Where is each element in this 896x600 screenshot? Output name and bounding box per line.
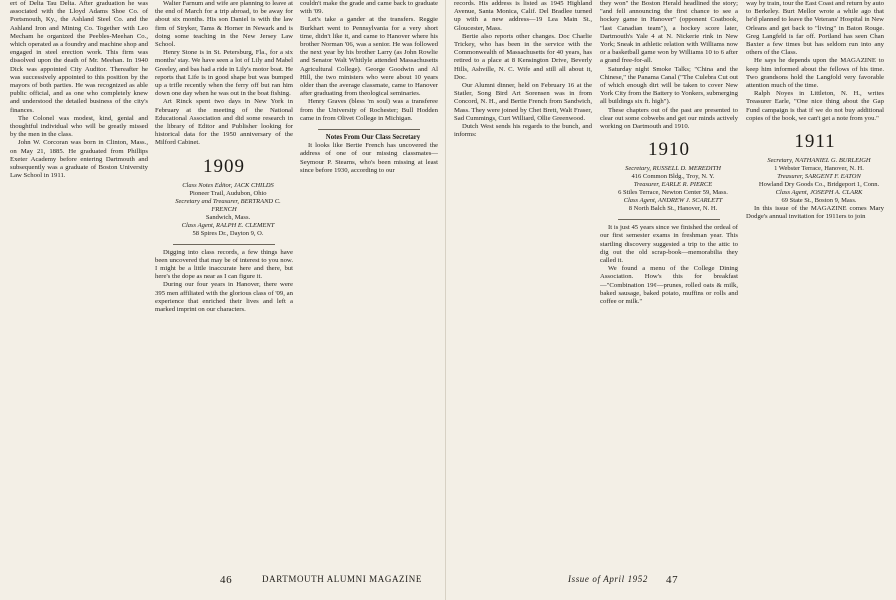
right-column-2 xyxy=(600,0,738,570)
paragraph: Art Rinck spent two days in New York in February at the meeting of the National Educational Association and did some research in the library of Editor and Publisher looking for historical data for the 1950 anniversary of the Milford Cabinet. xyxy=(155,98,293,147)
right-page xyxy=(448,0,896,600)
class-officer-line: Sandwich, Mass. xyxy=(205,213,251,221)
class-officer-line: Secretary, RUSSELL D. MEREDITH xyxy=(625,165,721,173)
paragraph: He says he depends upon the MAGAZINE to keep him informed about the fellows of his time. Two grandsons hold the Langfold very favorable attention much of the time. xyxy=(746,57,884,90)
class-officer-line: Howland Dry Goods Co., Bridgeport 1, Conn. xyxy=(758,181,880,189)
class-officer-line: 416 Common Bldg., Troy, N. Y. xyxy=(631,173,715,181)
class-officer-line: Class Agent, RALPH E. CLEMENT xyxy=(181,221,275,229)
paragraph: Henry Graves (bless 'm soul) was a transferee from the University of Rochester; Bull Hodden came in from Olivet College in Michigan. xyxy=(300,98,438,122)
issue-date: Issue of April 1952 xyxy=(568,574,648,584)
paragraph: We found a menu of the College Dining Association. How's this for breakfast—"Combination 19¢—prunes, rolled oats & milk, baked sausage, baked potato, muffins or rolls and coffee or milk." xyxy=(600,265,738,306)
right-column-3 xyxy=(746,0,884,570)
class-year-heading: 1909 xyxy=(203,155,245,177)
paragraph: couldn't make the grade and came back to graduate with '09. xyxy=(300,0,438,16)
paragraph: Dutch West sends his regards to the bunch, and informs: xyxy=(454,123,592,139)
class-officer-line: 58 Spires Dr., Dayton 9, O. xyxy=(192,229,264,237)
paragraph: Ralph Noyes in Littleton, N. H., writes Treasurer Earle, "One nice thing about the Gap Fund campaign is that if we do not buy additional copies of the book, we can't get a note from you." xyxy=(746,90,884,122)
paragraph: ert of Delta Tau Delta. After graduation he was associated with the Lloyd Adams Shoe Co. of Portsmouth, Ky., the Ashland Steel Co. and the Ashland Iron and Mining Co. Together with Leo Mecham he organized the Peebles-Meehan Co., which operated as a foundry and machine shop and engaged in steel erection work. This firm was dissolved upon the death of Mr. Meehan. In 1940 Dick was appointed City Auditor. Thereafter he was successively appointed to this position by the mayors of both parties. He was recognized as able public official, and as one who completely knew and understood the detailed business of the city's finances. xyxy=(10,0,148,114)
class-officer-line: Class Notes Editor, JACK CHILDS xyxy=(182,181,274,189)
class-officer-line: Secretary, NATHANIEL G. BURLEIGH xyxy=(767,157,871,165)
divider xyxy=(618,219,720,220)
class-year-heading: 1910 xyxy=(648,139,690,161)
class-officer-line: 8 North Balch St., Hanover, N. H. xyxy=(628,205,718,213)
class-officer-line: Pioneer Trail, Audubon, Ohio xyxy=(189,189,267,197)
page-gutter xyxy=(445,0,446,600)
paragraph: During our four years in Hanover, there were 395 men affiliated with the glorious class of '09, an experience that enriched their lives and left a marked imprint on our characters. xyxy=(155,281,293,314)
paragraph: Let's take a gander at the transfers. Reggie Burkhart went to Pennsylvania for a very short time, didn't like it, and came to Hanover where his brother Norman '06, was a senior. He was followed the next year by his brother Larry (as John Rowlie and Senator Walt Whitlyle attended Massachusetts Agricultural College). George Goodwin and Al Hill, the two ministers who were about 10 years older than the average classmate, came to Hanover after graduating from theological seminaries. xyxy=(300,16,438,98)
left-column-1 xyxy=(10,0,148,570)
class-officer-line: 69 State St., Boston 9, Mass. xyxy=(781,197,857,205)
class-officer-line: Secretary and Treasurer, BERTRAND C. FRENCH xyxy=(175,197,281,213)
paragraph: The Colonel was modest, kind, genial and thoughtful individual who will be greatly missed by the men in the class. xyxy=(10,114,148,139)
publication-title: DARTMOUTH ALUMNI MAGAZINE xyxy=(262,574,422,584)
divider xyxy=(318,129,420,130)
class-officer-line: 6 Stiles Terrace, Newton Center 59, Mass. xyxy=(618,189,728,197)
paragraph: John W. Corcoran was born in Clinton, Mass., on May 21, 1885. He graduated from Phillips Exeter Academy before entering Dartmouth and subsequently was a graduate of Boston University Law School in 1911. xyxy=(10,139,148,180)
class-officer-line: Class Agent, JOSEPH A. CLARK xyxy=(775,189,863,197)
paragraph: Digging into class records, a few things have been uncovered that may be of interest to you now. I might be a little inaccurate here and there, but here's the dope as near as I can figure it. xyxy=(155,248,293,281)
class-officer-line: 1 Webster Terrace, Hanover, N. H. xyxy=(774,165,864,173)
divider xyxy=(173,244,275,245)
paragraph: It looks like Bertie French has uncovered the address of one of our missing classmates—Seymour P. Stearns, who's been missing at least since before 1930, according to our xyxy=(300,142,438,174)
class-officer-line: Class Agent, ANDREW J. SCARLETT xyxy=(623,197,723,205)
section-heading: Notes From Our Class Secretary xyxy=(325,134,421,142)
page-number: 47 xyxy=(666,574,679,586)
paragraph: It is just 45 years since we finished the ordeal of our first semester exams in freshman year. This startling discovery suggested a trip to the attic to dig out the old scrap-book—memorabilia they called it. xyxy=(600,224,738,265)
paragraph: Walter Farnum and wife are planning to leave at the end of March for a trip abroad, to be away for about six months. His son Daniel is with the law firm of Stryker, Tams & Horner in Newark and is doing some teaching in the New Jersey Law School. xyxy=(155,0,293,49)
paragraph: Our Alumni dinner, held on February 16 at the Statler, Song Bird Art Sorensen was in from Concord, N. H., and Bertie French from Sandwich, Mass. They were joined by Chet Brett, Walt Fraser, Sad Cummings, Curt Williard, Ollie Greenwood. xyxy=(454,82,592,122)
class-officer-line: Treasurer, SARGENT F. EATON xyxy=(777,173,861,181)
paragraph: In this issue of the MAGAZINE comes Mary Dodge's annual invitation for 1911ers to join xyxy=(746,205,884,221)
left-column-2 xyxy=(155,0,293,570)
paragraph: way by train, tour the East Coast and return by auto to Berkeley. Burt Mellor wrote a while ago that he'd planned to leave the Veterans' Hospital in New Orleans and get back to "living" in Baton Rouge. Greg Langfeld is far off. Portland has seen Chan Baxter a few times but has seldom run into any others of the Class. xyxy=(746,0,884,57)
page-number: 46 xyxy=(220,574,233,586)
class-year-heading: 1911 xyxy=(794,131,836,153)
paragraph: Henry Stone is in St. Petersburg, Fla., for a six months' stay. We have seen a lot of Lily and Mabel Greeley, and bas had a ride in Lily's motor boat. He reports that Life is in good shape but was bumped up a trifle recently when the ferry off but ran him down one day when he was out in the boat fishing. xyxy=(155,49,293,98)
paragraph: These chapters out of the past are presented to clear out some cobwebs and get our minds actively working on Dartmouth and 1910. xyxy=(600,106,738,131)
paragraph: Saturday night Smoke Talks; "China and the Chinese," the Panama Canal ("The Culebra Cut out of which enough dirt will be taken to cover New York City from the Battery to Yonkers, submerging all buildings six ft. high"). xyxy=(600,65,738,106)
left-column-3 xyxy=(300,0,438,570)
right-column-1 xyxy=(454,0,592,570)
paragraph: Bertie also reports other changes. Doc Charlie Trickey, who has been in the service with the Commonwealth of Massachusetts for 40 years, has retired to a place at 8 Kensington Drive, Beverly Hills, Ashville, N. C. Wife and still all about it, Doc. xyxy=(454,32,592,81)
paragraph: records. His address is listed as 1945 Highland Avenue, Santa Monica, Calif. Del Bradlee turned up with a new address—19 Lea Main St., Gloucester, Mass. xyxy=(454,0,592,32)
paragraph: they won" the Boston Herald headlined the story; "and fell announcing the first chance to see a hockey game in Hanover" (opponent Coatbook, "last Canadian team"), a hockey score later, Dartmouth's Yale 4 at N. Nickerie rink in New York; Sneak in athletic relation with Williams now or a basketball game won by Williams 10 to 6 after a grand free-for-all. xyxy=(600,0,738,65)
class-officer-line: Treasurer, EARLE R. PIERCE xyxy=(633,181,713,189)
